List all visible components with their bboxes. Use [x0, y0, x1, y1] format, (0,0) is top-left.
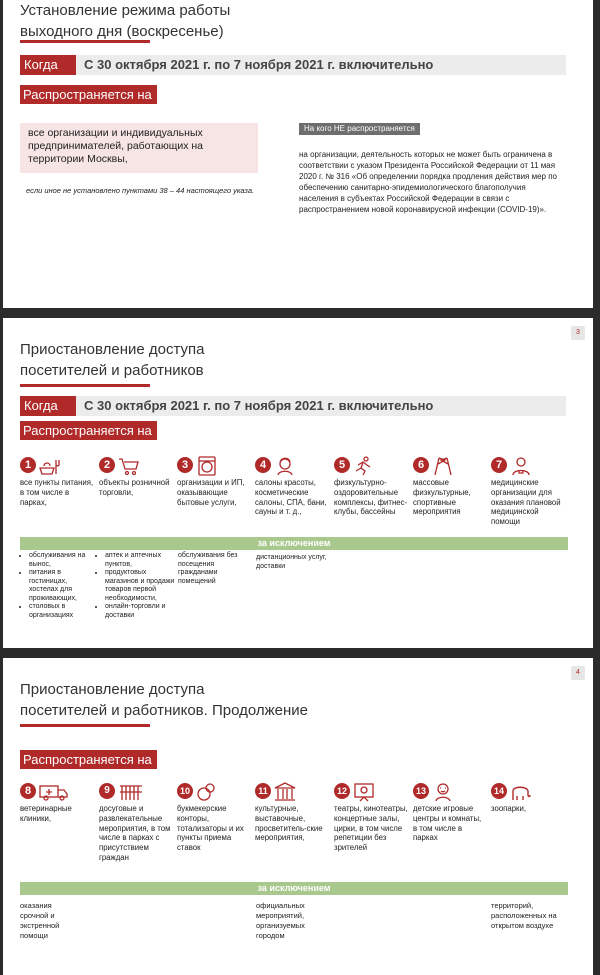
- when-bar: [20, 396, 566, 416]
- exceptions-col-3: территорий, расположенных на открытом воздухе: [491, 901, 557, 930]
- category-number: 6: [413, 457, 429, 473]
- category-number: 5: [334, 457, 350, 473]
- category-item: 1 все пункты питания, в том числе в парках,: [20, 456, 94, 507]
- slide-1: [3, 0, 593, 308]
- category-number: 7: [491, 457, 507, 473]
- category-item: 4 салоны красоты, косметические салоны, СПА, бани, сауны и т. д.,: [255, 456, 329, 517]
- title-underline: [20, 40, 150, 43]
- category-number: 12: [334, 783, 350, 799]
- exceptions-col-2: • аптек и аптечных пунктов, • продуктовых магазинов и продажи товаров первой необходимости, • онлайн-торговли и доставки: [96, 552, 176, 620]
- page-number: 4: [571, 666, 585, 680]
- category-number: 11: [255, 783, 271, 799]
- category-number: 4: [255, 457, 271, 473]
- slide-title: Приостановление доступа посетителей и работников. Продолжение: [20, 681, 309, 719]
- slide-title: Установление режима работы выходного дня (воскресенье): [20, 2, 231, 40]
- when-text: С 30 октября 2021 г. по 7 ноября 2021 г. включительно: [84, 57, 434, 72]
- flags-icon: [431, 456, 455, 476]
- category-item: 10 букмекерские конторы, тотализаторы и их пункты приема ставок: [177, 782, 251, 853]
- exceptions-col-1: оказания срочной и экстренной помощи: [20, 901, 60, 940]
- category-number: 2: [99, 457, 115, 473]
- applies-box: все организации и индивидуальных предпринимателей, работающих на территории Москвы,: [20, 123, 258, 173]
- exceptions-bar: за исключением: [20, 537, 568, 550]
- ferris-wheel-icon: [117, 782, 145, 802]
- category-item: 14 зоопарки,: [491, 782, 565, 814]
- applies-note: если иное не установлено пунктами 38 – 44 настоящего указа.: [26, 186, 255, 195]
- kids-icon: [431, 782, 455, 802]
- category-number: 1: [20, 457, 36, 473]
- category-number: 3: [177, 457, 193, 473]
- exceptions-col-3: обслуживания без посещения гражданами помещений: [178, 552, 238, 585]
- category-item: 11 культурные, выставочные, просветитель-ские мероприятия,: [255, 782, 329, 843]
- not-applies-label: На кого НЕ распространяется: [299, 123, 420, 135]
- slide-2: [3, 318, 593, 648]
- category-item: 13 детские игровые центры и комнаты, в том числе в парках: [413, 782, 487, 843]
- shopping-cart-icon: [117, 456, 141, 476]
- category-item: 6 массовые физкультурные, спортивные мероприятия: [413, 456, 487, 517]
- category-number: 10: [177, 783, 193, 799]
- exceptions-col-4: дистанционных услуг, доставки: [256, 554, 327, 570]
- when-text: С 30 октября 2021 г. по 7 ноября 2021 г. включительно: [84, 398, 434, 413]
- category-item: 7 медицинские организации для оказания плановой медицинской помощи: [491, 456, 565, 527]
- category-number: 13: [413, 783, 429, 799]
- category-item: 9 досуговые и развлекательные мероприятия, в том числе в парках с присутствием граждан: [99, 782, 173, 863]
- category-item: 3 организации и ИП, оказывающие бытовые услуги,: [177, 456, 251, 507]
- exceptions-bar: за исключением: [20, 882, 568, 895]
- category-item: 12 театры, кинотеатры, концертные залы, цирки, в том числе репетиции без зрителей: [334, 782, 408, 853]
- page-number: 3: [571, 326, 585, 340]
- food-icon: [38, 456, 62, 476]
- exceptions-col-2: официальных мероприятий, организуемых городом: [256, 901, 305, 940]
- museum-icon: [273, 782, 297, 802]
- slide-title: Приостановление доступа посетителей и работников: [20, 341, 205, 379]
- category-item: 8 ветеринарные клиники,: [20, 782, 94, 824]
- theater-icon: [352, 782, 376, 802]
- when-label: Когда: [20, 55, 76, 75]
- when-label: Когда: [20, 396, 76, 416]
- doctor-icon: [509, 456, 533, 476]
- category-number: 14: [491, 783, 507, 799]
- exceptions-col-1: • обслуживания на вынос, • питания в гостиницах, хостелах для проживающих, • столовых в организациях: [20, 552, 90, 620]
- category-number: 9: [99, 783, 115, 799]
- category-item: 2 объекты розничной торговли,: [99, 456, 173, 498]
- not-applies-text: на организации, деятельность которых не может быть ограничена в соответствии с указом Президента Российской Федерации от 11 мая 2020 г. № 316 «Об определении порядка продления действия мер по обеспечению санитарно-эпидемиологического благополучия населения в субъектах Российской Федерации в связи с распространением новой коронавирусной инфекции (COVID-19)».: [299, 150, 558, 214]
- elephant-icon: [509, 782, 533, 802]
- applies-label: Распространяется на: [20, 85, 157, 104]
- ambulance-icon: [38, 782, 70, 802]
- washing-machine-icon: [195, 456, 219, 476]
- runner-icon: [352, 456, 376, 476]
- category-item: 5 физкультурно-оздоровительные комплексы, фитнес-клубы, бассейны: [334, 456, 412, 517]
- coins-icon: [195, 782, 219, 802]
- when-bar: [20, 55, 566, 75]
- title-underline: [20, 724, 150, 727]
- beauty-salon-icon: [273, 456, 297, 476]
- applies-label: Распространяется на: [20, 421, 157, 440]
- slide-3: [3, 658, 593, 975]
- category-number: 8: [20, 783, 36, 799]
- applies-label: Распространяется на: [20, 750, 157, 769]
- title-underline: [20, 384, 150, 387]
